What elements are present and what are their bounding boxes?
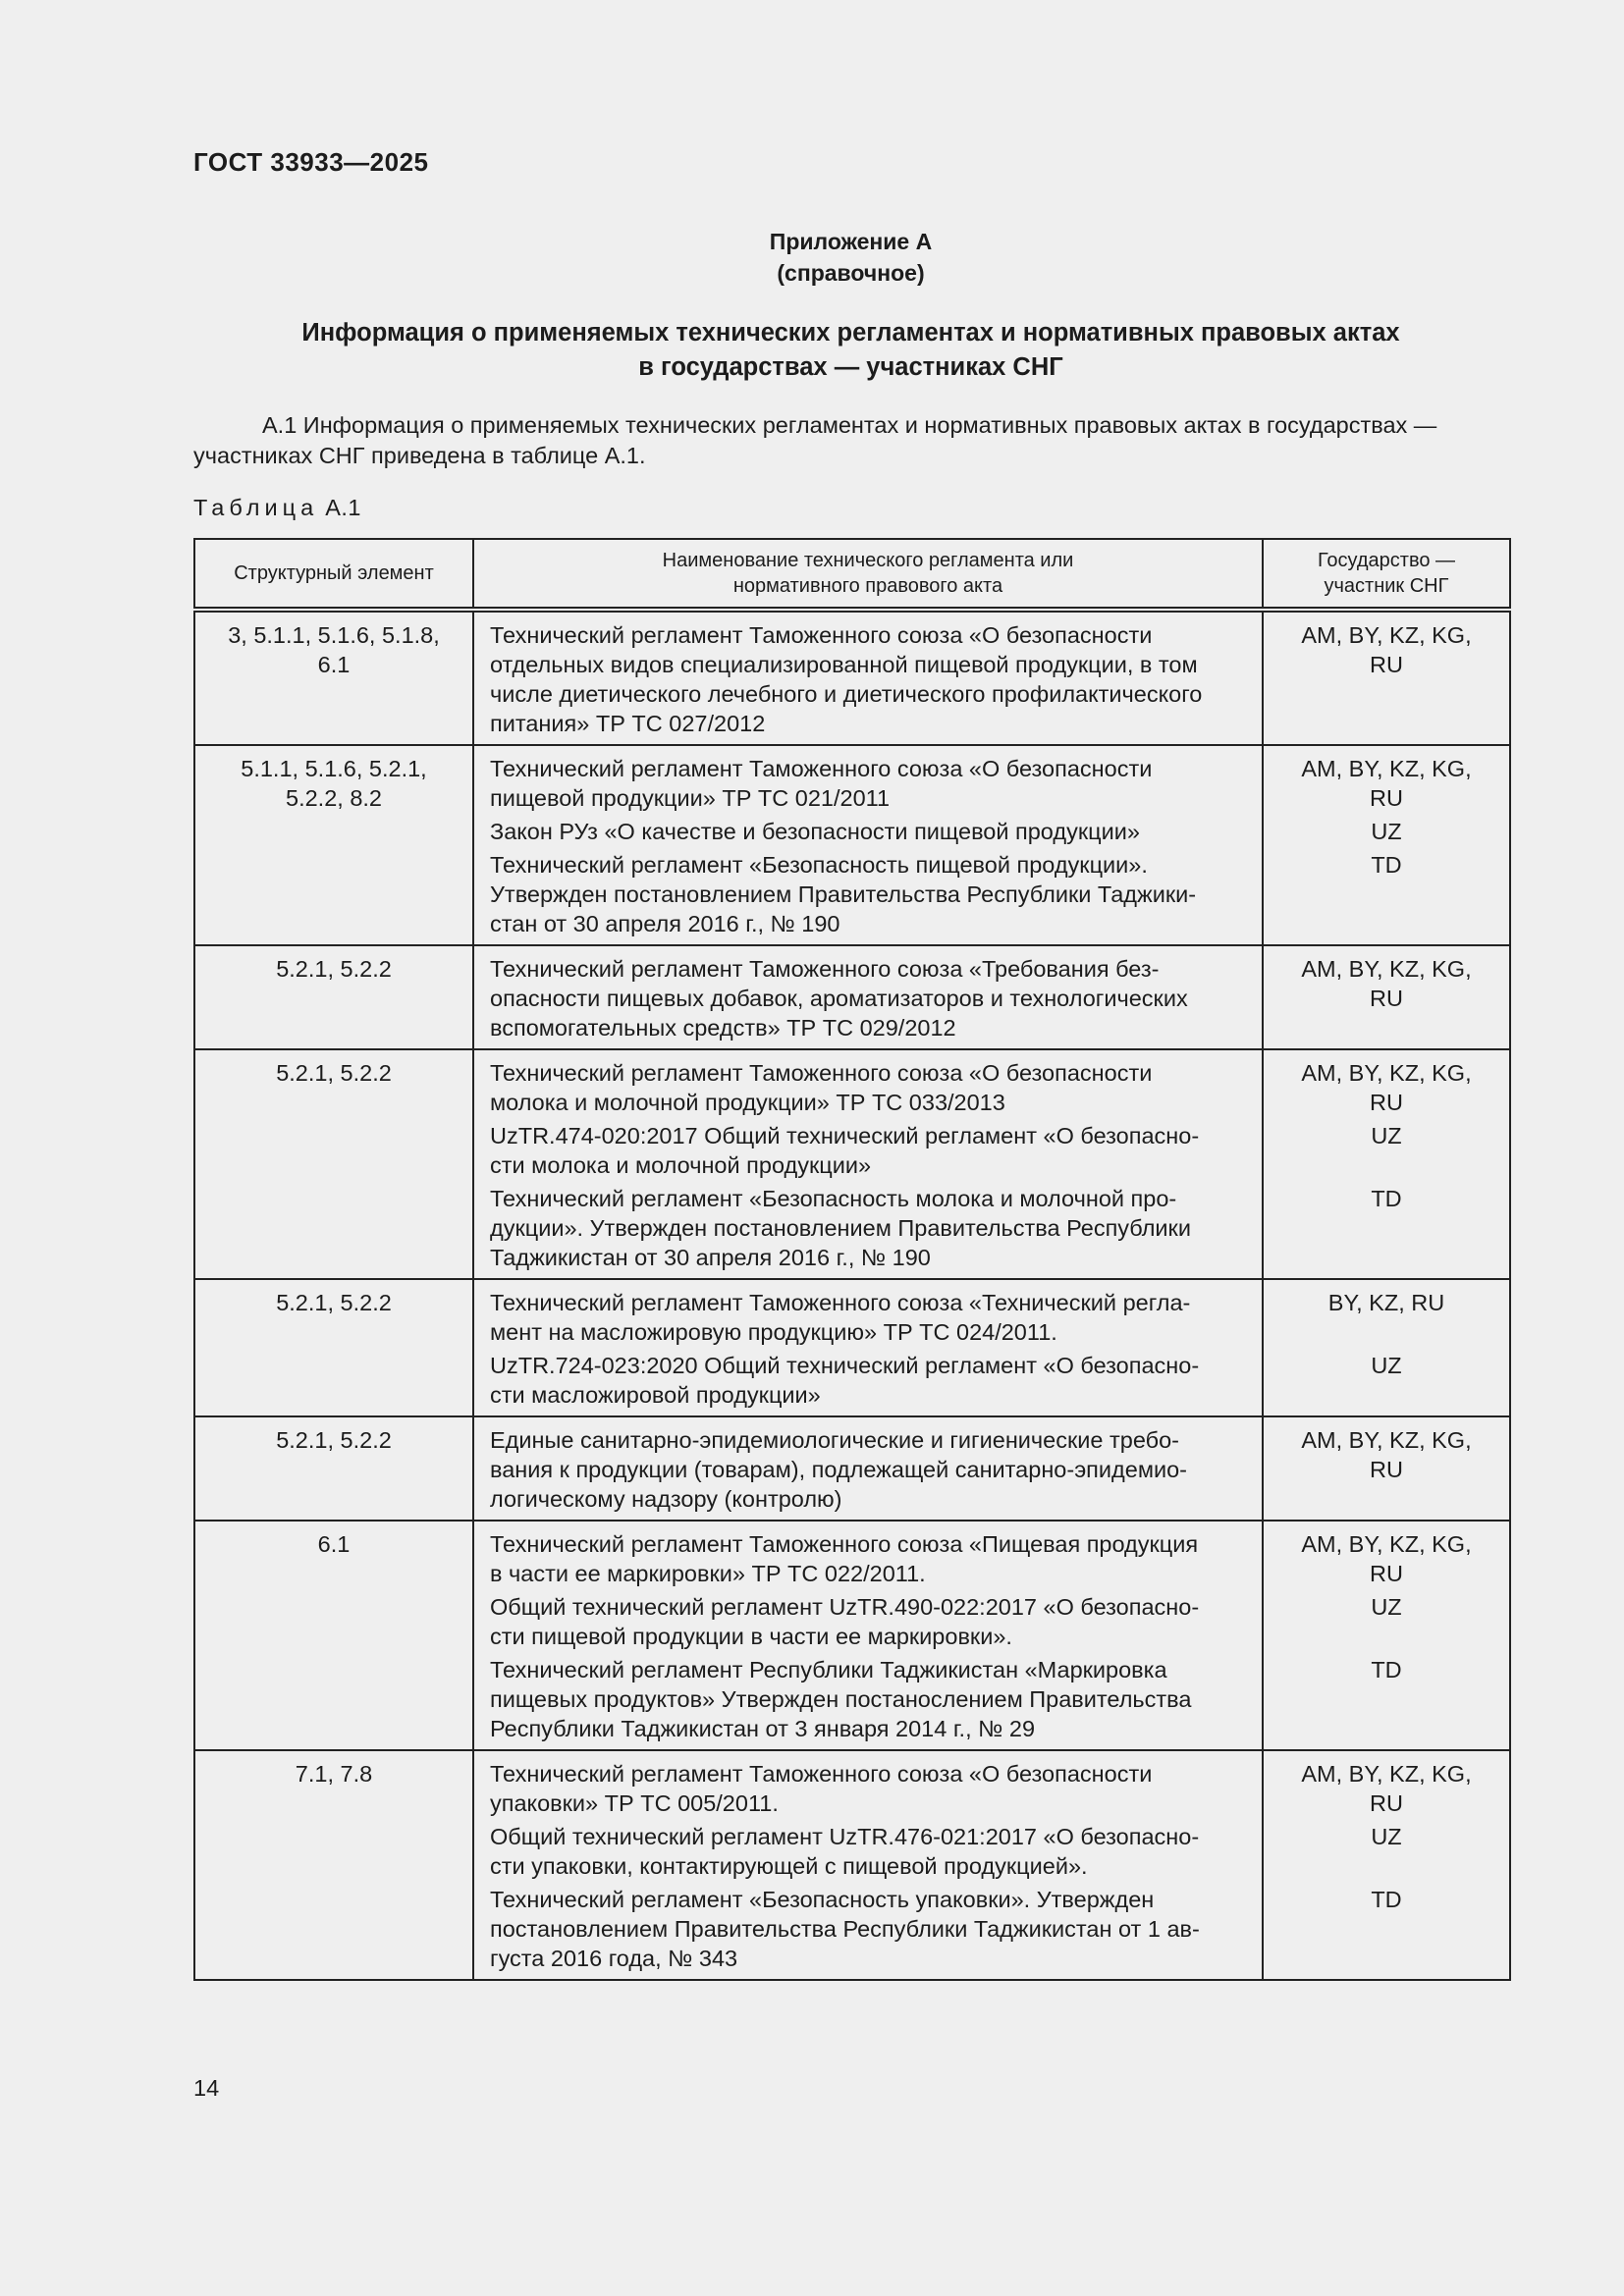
table-caption-word: Таблица xyxy=(193,495,319,520)
member-state-cell xyxy=(1263,1416,1510,1521)
page-number: 14 xyxy=(193,2075,220,2101)
member-states: AM, BY, KZ, KG, RU xyxy=(1301,1060,1472,1115)
table-row xyxy=(194,1049,1510,1279)
structural-element-cell: 5.2.1, 5.2.2 xyxy=(194,1279,473,1416)
member-state-cell xyxy=(1263,1279,1510,1416)
regulation-name-cell xyxy=(473,1279,1263,1416)
regulation-name-cell xyxy=(473,1750,1263,1980)
table-row xyxy=(194,745,1510,945)
member-state-cell xyxy=(1263,745,1510,945)
regulation-item: Технический регламент Таможенного союза «О безопасности отдельных видов специализированной пищевой продукции, в том числе диетического лечебного и диетического профилактического питания» ТР ТС 027/2012 xyxy=(490,622,1203,736)
regulation-name-cell xyxy=(473,945,1263,1049)
member-states: UZ xyxy=(1371,1123,1402,1148)
document-code: ГОСТ 33933—2025 xyxy=(193,147,429,177)
table-caption-number: А.1 xyxy=(325,495,361,520)
member-states: TD xyxy=(1371,1657,1402,1682)
table-header-row xyxy=(194,539,1510,610)
annex-label: Приложение А xyxy=(769,229,933,254)
regulation-item: UzTR.724-023:2020 Общий технический регламент «О безопасно- сти масложировой продукции» xyxy=(490,1353,1200,1408)
regulation-item: Технический регламент Таможенного союза «О безопасности упаковки» ТР ТС 005/2011. xyxy=(490,1761,1153,1816)
regulation-item: Технический регламент «Безопасность молока и молочной про- дукции». Утвержден постановлением Правительства Республики Таджикистан от 30 апреля 2016 г., № 190 xyxy=(490,1186,1191,1270)
member-states: UZ xyxy=(1371,819,1402,844)
heading-line-2: в государствах — участниках СНГ xyxy=(638,353,1063,381)
table-row xyxy=(194,610,1510,745)
member-states: AM, BY, KZ, KG, RU xyxy=(1301,956,1472,1011)
structural-element-cell: 6.1 xyxy=(194,1521,473,1750)
member-states: AM, BY, KZ, KG, RU xyxy=(1301,1761,1472,1816)
annex-heading xyxy=(0,316,1624,385)
member-states: AM, BY, KZ, KG, RU xyxy=(1301,1531,1472,1586)
regulation-item: Общий технический регламент UzTR.490-022:2017 «О безопасно- сти пищевой продукции в части ее маркировки». xyxy=(490,1594,1200,1649)
header-regulation-name: Наименование технического регламента или нормативного правового акта xyxy=(473,539,1263,610)
regulation-name-cell xyxy=(473,610,1263,745)
member-states: AM, BY, KZ, KG, RU xyxy=(1301,622,1472,677)
member-state-cell xyxy=(1263,945,1510,1049)
regulation-name-cell xyxy=(473,1049,1263,1279)
regulation-item: Технический регламент «Безопасность пищевой продукции». Утвержден постановлением Правительства Республики Таджики- стан от 30 апреля 2016 г., № 190 xyxy=(490,852,1197,936)
table-body xyxy=(194,610,1510,1980)
structural-element-cell: 3, 5.1.1, 5.1.6, 5.1.8, 6.1 xyxy=(194,610,473,745)
regulation-item: Технический регламент Таможенного союза «О безопасности пищевой продукции» ТР ТС 021/2011 xyxy=(490,756,1153,811)
member-states: TD xyxy=(1371,852,1402,878)
structural-element-cell: 5.2.1, 5.2.2 xyxy=(194,945,473,1049)
regulation-item: Технический регламент Таможенного союза «Требования без- опасности пищевых добавок, ароматизаторов и технологических вспомогательных средств» ТР ТС 029/2012 xyxy=(490,956,1188,1041)
regulation-item: UzTR.474-020:2017 Общий технический регламент «О безопасно- сти молока и молочной продукции» xyxy=(490,1123,1200,1178)
intro-paragraph xyxy=(193,410,1509,471)
member-states: UZ xyxy=(1371,1353,1402,1378)
regulation-item: Технический регламент Таможенного союза «Технический регла- мент на масложировую продукцию» ТР ТС 024/2011. xyxy=(490,1290,1191,1345)
table-caption xyxy=(193,495,361,521)
regulation-item: Технический регламент Таможенного союза «О безопасности молока и молочной продукции» ТР ТС 033/2013 xyxy=(490,1060,1153,1115)
member-states: UZ xyxy=(1371,1824,1402,1849)
annex-type: (справочное) xyxy=(777,260,925,286)
regulation-item: Единые санитарно-эпидемиологические и гигиенические требо- вания к продукции (товарам), подлежащей санитарно-эпидемио- логическому надзору (контролю) xyxy=(490,1427,1187,1512)
member-states: UZ xyxy=(1371,1594,1402,1620)
table-row xyxy=(194,1521,1510,1750)
member-state-cell xyxy=(1263,610,1510,745)
regulation-item: Закон РУз «О качестве и безопасности пищевой продукции» xyxy=(490,819,1140,844)
member-states: AM, BY, KZ, KG, RU xyxy=(1301,756,1472,811)
member-state-cell xyxy=(1263,1049,1510,1279)
regulation-item: Технический регламент Республики Таджикистан «Маркировка пищевых продуктов» Утвержден постанослением Правительства Республики Таджикистан от 3 января 2014 г., № 29 xyxy=(490,1657,1192,1741)
heading-line-1: Информация о применяемых технических регламентах и нормативных правовых актах xyxy=(301,319,1400,347)
member-state-cell xyxy=(1263,1750,1510,1980)
regulations-table xyxy=(193,538,1511,1981)
header-structural-element: Структурный элемент xyxy=(194,539,473,610)
structural-element-cell: 5.2.1, 5.2.2 xyxy=(194,1416,473,1521)
member-state-cell xyxy=(1263,1521,1510,1750)
paragraph-line-2: участниках СНГ приведена в таблице А.1. xyxy=(193,443,646,468)
structural-element-cell: 5.2.1, 5.2.2 xyxy=(194,1049,473,1279)
table-row xyxy=(194,945,1510,1049)
structural-element-cell: 5.1.1, 5.1.6, 5.2.1, 5.2.2, 8.2 xyxy=(194,745,473,945)
regulation-name-cell xyxy=(473,1521,1263,1750)
structural-element-cell: 7.1, 7.8 xyxy=(194,1750,473,1980)
regulation-name-cell xyxy=(473,745,1263,945)
annex-title xyxy=(0,226,1624,289)
member-states: TD xyxy=(1371,1186,1402,1211)
table-row xyxy=(194,1416,1510,1521)
paragraph-line-1: А.1 Информация о применяемых технических регламентах и нормативных правовых актах в государствах — xyxy=(262,412,1437,438)
regulation-name-cell xyxy=(473,1416,1263,1521)
regulation-item: Общий технический регламент UzTR.476-021:2017 «О безопасно- сти упаковки, контактирующей с пищевой продукцией». xyxy=(490,1824,1200,1879)
table-row xyxy=(194,1279,1510,1416)
regulation-item: Технический регламент «Безопасность упаковки». Утвержден постановлением Правительства Республики Таджикистан от 1 ав- густа 2016 года, № 343 xyxy=(490,1887,1200,1971)
member-states: TD xyxy=(1371,1887,1402,1912)
regulation-item: Технический регламент Таможенного союза «Пищевая продукция в части ее маркировки» ТР ТС 022/2011. xyxy=(490,1531,1199,1586)
member-states: AM, BY, KZ, KG, RU xyxy=(1301,1427,1472,1482)
table-row xyxy=(194,1750,1510,1980)
header-member-state: Государство — участник СНГ xyxy=(1263,539,1510,610)
member-states: BY, KZ, RU xyxy=(1327,1290,1445,1315)
